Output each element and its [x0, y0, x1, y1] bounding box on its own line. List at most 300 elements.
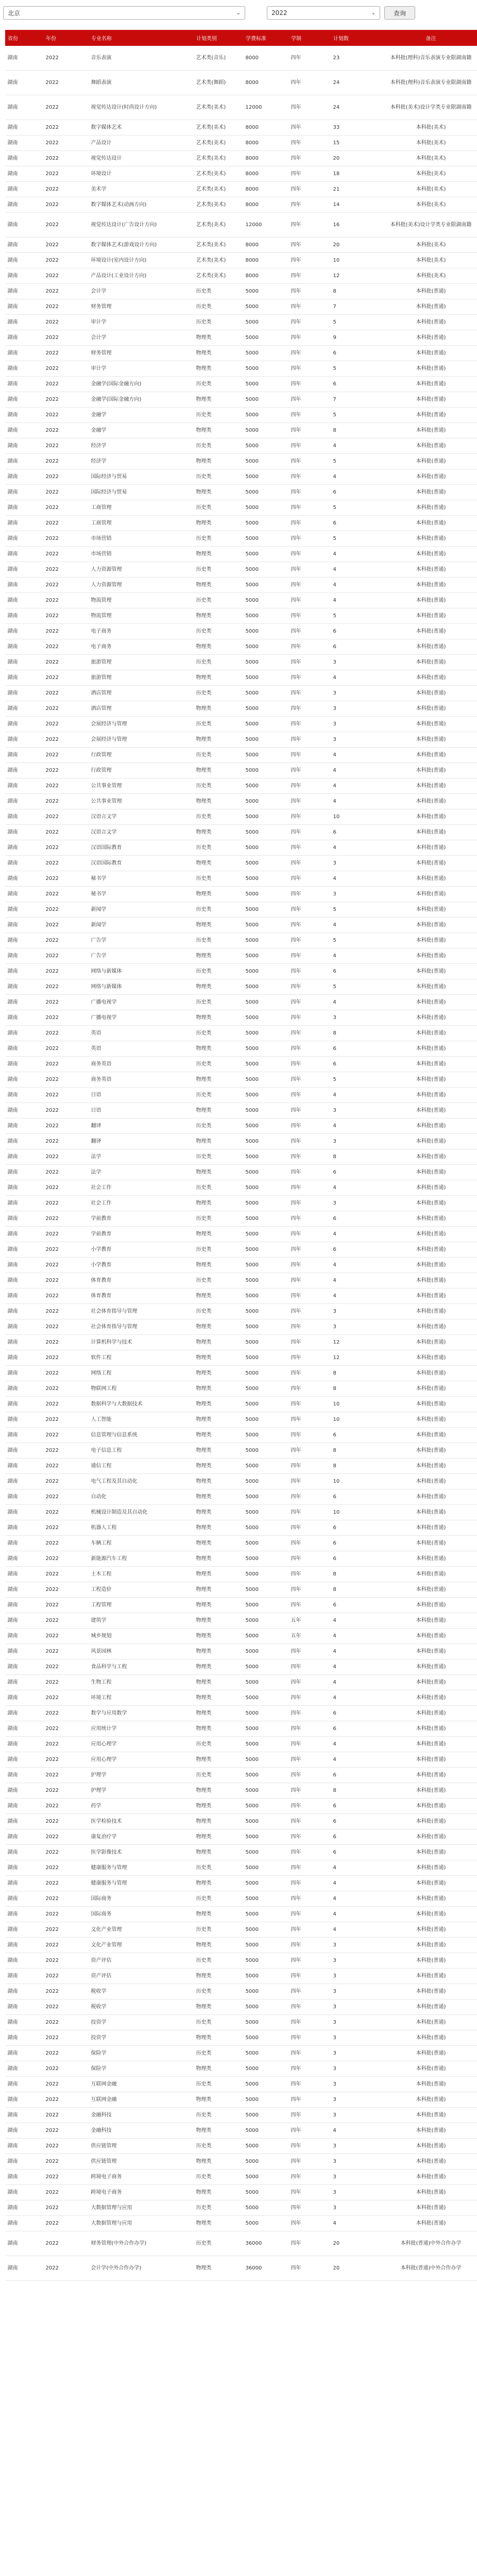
- cell-note: 本科批(普通): [385, 299, 477, 315]
- cell-note: 本科批(普通): [385, 1984, 477, 1999]
- cell-year: 2022: [44, 1706, 89, 1721]
- cell-plan-count: 8: [331, 1366, 385, 1381]
- cell-province: 湖南: [6, 135, 44, 151]
- cell-major: 社会体育指导与管理: [89, 1304, 194, 1319]
- cell-province: 湖南: [6, 238, 44, 253]
- cell-year: 2022: [44, 516, 89, 531]
- col-header-year: 年份: [44, 30, 89, 46]
- cell-note: 本科批(普通): [385, 315, 477, 330]
- cell-duration: 四年: [289, 1706, 331, 1721]
- table-row: [6, 948, 477, 964]
- cell-year: 2022: [44, 253, 89, 268]
- cell-duration: 四年: [289, 933, 331, 948]
- cell-tuition: 5000: [244, 2154, 289, 2170]
- cell-duration: 四年: [289, 1737, 331, 1752]
- table-row: [6, 1149, 477, 1165]
- cell-category: 物理类: [194, 1938, 244, 1953]
- table-row: [6, 856, 477, 871]
- cell-tuition: 5000: [244, 2092, 289, 2108]
- cell-plan-count: 3: [331, 686, 385, 701]
- cell-province: 湖南: [6, 1489, 44, 1505]
- cell-year: 2022: [44, 670, 89, 686]
- table-row: [6, 2185, 477, 2200]
- cell-plan-count: 24: [331, 95, 385, 120]
- cell-province: 湖南: [6, 438, 44, 454]
- cell-note: 本科批(普通): [385, 1690, 477, 1706]
- cell-major: 车辆工程: [89, 1536, 194, 1551]
- cell-year: 2022: [44, 423, 89, 438]
- cell-note: 本科批(普通): [385, 918, 477, 933]
- cell-year: 2022: [44, 1319, 89, 1335]
- cell-major: 金融科技: [89, 2123, 194, 2139]
- cell-plan-count: 4: [331, 670, 385, 686]
- cell-major: 计算机科学与技术: [89, 1335, 194, 1350]
- cell-note: 本科批(普通): [385, 1768, 477, 1783]
- table-row: [6, 871, 477, 887]
- table-row: [6, 531, 477, 547]
- cell-category: 物理类: [194, 2030, 244, 2046]
- table-row: [6, 840, 477, 856]
- cell-duration: 四年: [289, 1969, 331, 1984]
- cell-duration: 四年: [289, 1366, 331, 1381]
- cell-tuition: 5000: [244, 1242, 289, 1258]
- cell-province: 湖南: [6, 1319, 44, 1335]
- cell-plan-count: 4: [331, 1690, 385, 1706]
- cell-year: 2022: [44, 2256, 89, 2281]
- cell-major: 健康服务与管理: [89, 1876, 194, 1891]
- cell-year: 2022: [44, 2092, 89, 2108]
- cell-province: 湖南: [6, 1010, 44, 1026]
- table-row: [6, 1845, 477, 1860]
- cell-year: 2022: [44, 197, 89, 213]
- table-row: [6, 1891, 477, 1907]
- cell-tuition: 5000: [244, 1319, 289, 1335]
- table-row: [6, 562, 477, 578]
- cell-major: 软件工程: [89, 1350, 194, 1366]
- cell-plan-count: 6: [331, 1165, 385, 1180]
- table-row: [6, 701, 477, 717]
- cell-plan-count: 20: [331, 151, 385, 166]
- cell-year: 2022: [44, 1350, 89, 1366]
- cell-province: 湖南: [6, 1381, 44, 1397]
- cell-plan-count: 4: [331, 1289, 385, 1304]
- cell-duration: 四年: [289, 95, 331, 120]
- cell-major: 酒店管理: [89, 701, 194, 717]
- cell-province: 湖南: [6, 182, 44, 197]
- cell-tuition: 5000: [244, 1953, 289, 1969]
- cell-province: 湖南: [6, 809, 44, 825]
- cell-duration: 四年: [289, 809, 331, 825]
- cell-province: 湖南: [6, 1227, 44, 1242]
- cell-duration: 四年: [289, 238, 331, 253]
- cell-province: 湖南: [6, 151, 44, 166]
- cell-year: 2022: [44, 1273, 89, 1289]
- cell-province: 湖南: [6, 964, 44, 979]
- cell-province: 湖南: [6, 2154, 44, 2170]
- cell-tuition: 5000: [244, 1690, 289, 1706]
- cell-major: 护理学: [89, 1768, 194, 1783]
- province-select[interactable]: [3, 6, 245, 20]
- cell-province: 湖南: [6, 794, 44, 809]
- cell-province: 湖南: [6, 1366, 44, 1381]
- cell-tuition: 5000: [244, 1149, 289, 1165]
- cell-year: 2022: [44, 1860, 89, 1876]
- cell-province: 湖南: [6, 1304, 44, 1319]
- cell-category: 艺术类(美术): [194, 166, 244, 182]
- cell-note: 本科批(普通): [385, 608, 477, 624]
- cell-category: 物理类: [194, 1443, 244, 1459]
- cell-major: 电子信息工程: [89, 1443, 194, 1459]
- cell-duration: 四年: [289, 2015, 331, 2030]
- table-row: [6, 1180, 477, 1196]
- cell-province: 湖南: [6, 1783, 44, 1799]
- cell-major: 市场营销: [89, 547, 194, 562]
- cell-category: 物理类: [194, 2216, 244, 2231]
- cell-year: 2022: [44, 933, 89, 948]
- cell-province: 湖南: [6, 1196, 44, 1211]
- cell-duration: 四年: [289, 624, 331, 639]
- cell-province: 湖南: [6, 454, 44, 469]
- cell-major: 环境设计(室内设计方向): [89, 253, 194, 268]
- cell-category: 历史类: [194, 1273, 244, 1289]
- cell-category: 历史类: [194, 717, 244, 732]
- cell-tuition: 5000: [244, 1922, 289, 1938]
- table-row: [6, 1860, 477, 1876]
- cell-category: 物理类: [194, 1721, 244, 1737]
- cell-plan-count: 6: [331, 1551, 385, 1567]
- cell-plan-count: 6: [331, 1211, 385, 1227]
- cell-plan-count: 3: [331, 2108, 385, 2123]
- cell-tuition: 5000: [244, 408, 289, 423]
- cell-province: 湖南: [6, 1350, 44, 1366]
- cell-duration: 四年: [289, 516, 331, 531]
- cell-note: 本科批(普通): [385, 2200, 477, 2216]
- cell-major: 生物工程: [89, 1675, 194, 1690]
- cell-year: 2022: [44, 593, 89, 608]
- cell-major: 数据科学与大数据技术: [89, 1397, 194, 1412]
- cell-province: 湖南: [6, 979, 44, 995]
- cell-tuition: 5000: [244, 1459, 289, 1474]
- cell-category: 历史类: [194, 1860, 244, 1876]
- cell-year: 2022: [44, 1567, 89, 1582]
- cell-major: 人力资源管理: [89, 578, 194, 593]
- cell-category: 艺术类(美术): [194, 253, 244, 268]
- cell-plan-count: 7: [331, 392, 385, 408]
- cell-category: 艺术类(美术): [194, 238, 244, 253]
- cell-category: 物理类: [194, 918, 244, 933]
- cell-province: 湖南: [6, 2092, 44, 2108]
- cell-tuition: 5000: [244, 1721, 289, 1737]
- table-row: [6, 1907, 477, 1922]
- cell-category: 历史类: [194, 1088, 244, 1103]
- cell-tuition: 5000: [244, 1026, 289, 1041]
- cell-major: 美术学: [89, 182, 194, 197]
- cell-category: 物理类: [194, 1134, 244, 1149]
- cell-plan-count: 3: [331, 2170, 385, 2185]
- cell-year: 2022: [44, 686, 89, 701]
- cell-province: 湖南: [6, 1412, 44, 1428]
- table-row: [6, 979, 477, 995]
- cell-year: 2022: [44, 2015, 89, 2030]
- cell-province: 湖南: [6, 516, 44, 531]
- cell-plan-count: 3: [331, 1984, 385, 1999]
- table-row: [6, 392, 477, 408]
- cell-year: 2022: [44, 120, 89, 135]
- cell-plan-count: 8: [331, 1459, 385, 1474]
- cell-plan-count: 4: [331, 1088, 385, 1103]
- cell-tuition: 5000: [244, 1783, 289, 1799]
- table-row: [6, 717, 477, 732]
- cell-province: 湖南: [6, 2015, 44, 2030]
- table-row: [6, 1536, 477, 1551]
- cell-province: 湖南: [6, 670, 44, 686]
- cell-year: 2022: [44, 1768, 89, 1783]
- cell-plan-count: 8: [331, 284, 385, 299]
- cell-plan-count: 4: [331, 748, 385, 763]
- cell-province: 湖南: [6, 1644, 44, 1659]
- cell-year: 2022: [44, 948, 89, 964]
- cell-plan-count: 4: [331, 1629, 385, 1644]
- table-row: [6, 469, 477, 485]
- cell-major: 会计学(中外合作办学): [89, 2256, 194, 2281]
- cell-plan-count: 20: [331, 238, 385, 253]
- year-select[interactable]: [267, 6, 380, 20]
- table-row: [6, 299, 477, 315]
- cell-category: 历史类: [194, 2200, 244, 2216]
- cell-category: 物理类: [194, 392, 244, 408]
- cell-plan-count: 8: [331, 1582, 385, 1598]
- cell-year: 2022: [44, 979, 89, 995]
- cell-province: 湖南: [6, 1907, 44, 1922]
- cell-note: 本科批(普通): [385, 748, 477, 763]
- table-row: [6, 1984, 477, 1999]
- cell-note: 本科批(普通): [385, 1242, 477, 1258]
- cell-year: 2022: [44, 2154, 89, 2170]
- cell-year: 2022: [44, 1505, 89, 1520]
- cell-note: 本科批(美术): [385, 151, 477, 166]
- cell-province: 湖南: [6, 1289, 44, 1304]
- cell-tuition: 5000: [244, 1814, 289, 1829]
- cell-category: 历史类: [194, 840, 244, 856]
- cell-year: 2022: [44, 1258, 89, 1273]
- table-row: [6, 1196, 477, 1211]
- cell-tuition: 5000: [244, 1891, 289, 1907]
- cell-plan-count: 4: [331, 871, 385, 887]
- cell-major: 供应链管理: [89, 2139, 194, 2154]
- cell-year: 2022: [44, 995, 89, 1010]
- cell-tuition: 5000: [244, 299, 289, 315]
- cell-note: 本科批(普通): [385, 1845, 477, 1860]
- cell-tuition: 5000: [244, 516, 289, 531]
- cell-major: 新闻学: [89, 918, 194, 933]
- cell-year: 2022: [44, 1428, 89, 1443]
- cell-tuition: 5000: [244, 748, 289, 763]
- cell-plan-count: 4: [331, 840, 385, 856]
- cell-tuition: 8000: [244, 120, 289, 135]
- cell-note: 本科批(普通): [385, 1644, 477, 1659]
- cell-duration: 四年: [289, 1582, 331, 1598]
- cell-province: 湖南: [6, 1629, 44, 1644]
- cell-category: 历史类: [194, 2170, 244, 2185]
- cell-province: 湖南: [6, 2046, 44, 2061]
- cell-province: 湖南: [6, 1165, 44, 1180]
- cell-tuition: 5000: [244, 1799, 289, 1814]
- cell-province: 湖南: [6, 933, 44, 948]
- cell-category: 物理类: [194, 1829, 244, 1845]
- cell-major: 产品设计(工业设计方向): [89, 268, 194, 284]
- cell-province: 湖南: [6, 330, 44, 346]
- cell-year: 2022: [44, 2061, 89, 2077]
- cell-tuition: 5000: [244, 1505, 289, 1520]
- cell-year: 2022: [44, 1134, 89, 1149]
- cell-province: 湖南: [6, 1953, 44, 1969]
- table-row: [6, 182, 477, 197]
- cell-note: 本科批(普通): [385, 1629, 477, 1644]
- cell-category: 物理类: [194, 1165, 244, 1180]
- cell-year: 2022: [44, 1072, 89, 1088]
- cell-major: 电子商务: [89, 624, 194, 639]
- cell-major: 财务管理(中外合作办学): [89, 2231, 194, 2256]
- query-button[interactable]: 查询: [384, 6, 415, 20]
- cell-tuition: 5000: [244, 1706, 289, 1721]
- cell-year: 2022: [44, 1041, 89, 1057]
- cell-major: 会计学: [89, 330, 194, 346]
- cell-year: 2022: [44, 608, 89, 624]
- cell-note: 本科批(美术)设计学类专业限湖南籍: [385, 213, 477, 238]
- cell-category: 物理类: [194, 361, 244, 377]
- cell-major: 财务管理: [89, 346, 194, 361]
- cell-category: 历史类: [194, 500, 244, 516]
- cell-major: 医学影像技术: [89, 1845, 194, 1860]
- cell-province: 湖南: [6, 1938, 44, 1953]
- cell-year: 2022: [44, 717, 89, 732]
- cell-year: 2022: [44, 639, 89, 655]
- cell-duration: 四年: [289, 2200, 331, 2216]
- cell-tuition: 5000: [244, 1134, 289, 1149]
- cell-plan-count: 3: [331, 1969, 385, 1984]
- table-row: [6, 197, 477, 213]
- table-row: [6, 825, 477, 840]
- cell-category: 物理类: [194, 2154, 244, 2170]
- cell-major: 汉语国际教育: [89, 856, 194, 871]
- table-row: [6, 1659, 477, 1675]
- cell-major: 互联网金融: [89, 2092, 194, 2108]
- cell-category: 物理类: [194, 547, 244, 562]
- cell-plan-count: 18: [331, 166, 385, 182]
- cell-note: 本科批(普通): [385, 1799, 477, 1814]
- enrollment-plan-table: [5, 30, 477, 2281]
- cell-plan-count: 10: [331, 1412, 385, 1428]
- cell-duration: 四年: [289, 2185, 331, 2200]
- cell-duration: 四年: [289, 299, 331, 315]
- cell-tuition: 5000: [244, 2046, 289, 2061]
- cell-category: 物理类: [194, 1335, 244, 1350]
- cell-major: 跨境电子商务: [89, 2170, 194, 2185]
- cell-duration: 四年: [289, 120, 331, 135]
- cell-duration: 四年: [289, 1721, 331, 1737]
- cell-note: 本科批(普通): [385, 1335, 477, 1350]
- table-row: [6, 1876, 477, 1891]
- cell-tuition: 5000: [244, 1489, 289, 1505]
- cell-note: 本科批(普通): [385, 1907, 477, 1922]
- cell-tuition: 5000: [244, 392, 289, 408]
- cell-year: 2022: [44, 485, 89, 500]
- cell-plan-count: 6: [331, 377, 385, 392]
- cell-category: 物理类: [194, 1258, 244, 1273]
- cell-category: 历史类: [194, 1984, 244, 1999]
- cell-duration: 四年: [289, 1768, 331, 1783]
- cell-tuition: 8000: [244, 135, 289, 151]
- cell-note: 本科批(普通): [385, 454, 477, 469]
- cell-plan-count: 4: [331, 1258, 385, 1273]
- cell-province: 湖南: [6, 1273, 44, 1289]
- cell-note: 本科批(普通): [385, 1103, 477, 1118]
- cell-province: 湖南: [6, 562, 44, 578]
- cell-tuition: 5000: [244, 887, 289, 902]
- cell-province: 湖南: [6, 1443, 44, 1459]
- cell-province: 湖南: [6, 284, 44, 299]
- cell-year: 2022: [44, 701, 89, 717]
- cell-category: 历史类: [194, 377, 244, 392]
- cell-note: 本科批(普通): [385, 2092, 477, 2108]
- cell-duration: 四年: [289, 1088, 331, 1103]
- cell-plan-count: 5: [331, 361, 385, 377]
- cell-note: 本科批(普通): [385, 948, 477, 964]
- cell-note: 本科批(普通): [385, 686, 477, 701]
- table-row: [6, 1969, 477, 1984]
- cell-year: 2022: [44, 2170, 89, 2185]
- cell-plan-count: 3: [331, 2154, 385, 2170]
- cell-province: 湖南: [6, 1721, 44, 1737]
- cell-note: 本科批(普通): [385, 1196, 477, 1211]
- cell-duration: 四年: [289, 1690, 331, 1706]
- cell-major: 汉语言文学: [89, 809, 194, 825]
- cell-tuition: 5000: [244, 2015, 289, 2030]
- cell-major: 资产评估: [89, 1969, 194, 1984]
- cell-note: 本科批(普通): [385, 624, 477, 639]
- cell-note: 本科批(普通): [385, 1891, 477, 1907]
- cell-note: 本科批(普通): [385, 330, 477, 346]
- cell-year: 2022: [44, 1644, 89, 1659]
- cell-major: 保险学: [89, 2046, 194, 2061]
- cell-year: 2022: [44, 1026, 89, 1041]
- cell-tuition: 5000: [244, 562, 289, 578]
- cell-category: 历史类: [194, 562, 244, 578]
- cell-tuition: 5000: [244, 1118, 289, 1134]
- cell-duration: 四年: [289, 1829, 331, 1845]
- cell-note: 本科批(普通): [385, 1922, 477, 1938]
- cell-duration: 四年: [289, 1103, 331, 1118]
- cell-category: 物理类: [194, 1103, 244, 1118]
- cell-tuition: 12000: [244, 213, 289, 238]
- cell-province: 湖南: [6, 299, 44, 315]
- cell-plan-count: 4: [331, 1273, 385, 1289]
- cell-duration: 四年: [289, 840, 331, 856]
- cell-plan-count: 3: [331, 1196, 385, 1211]
- cell-duration: 四年: [289, 182, 331, 197]
- cell-major: 金融学: [89, 423, 194, 438]
- cell-year: 2022: [44, 1876, 89, 1891]
- cell-plan-count: 3: [331, 2200, 385, 2216]
- cell-year: 2022: [44, 2046, 89, 2061]
- cell-province: 湖南: [6, 2030, 44, 2046]
- cell-province: 湖南: [6, 2216, 44, 2231]
- cell-major: 汉语国际教育: [89, 840, 194, 856]
- cell-year: 2022: [44, 1922, 89, 1938]
- cell-plan-count: 3: [331, 1938, 385, 1953]
- cell-year: 2022: [44, 330, 89, 346]
- table-row: [6, 1799, 477, 1814]
